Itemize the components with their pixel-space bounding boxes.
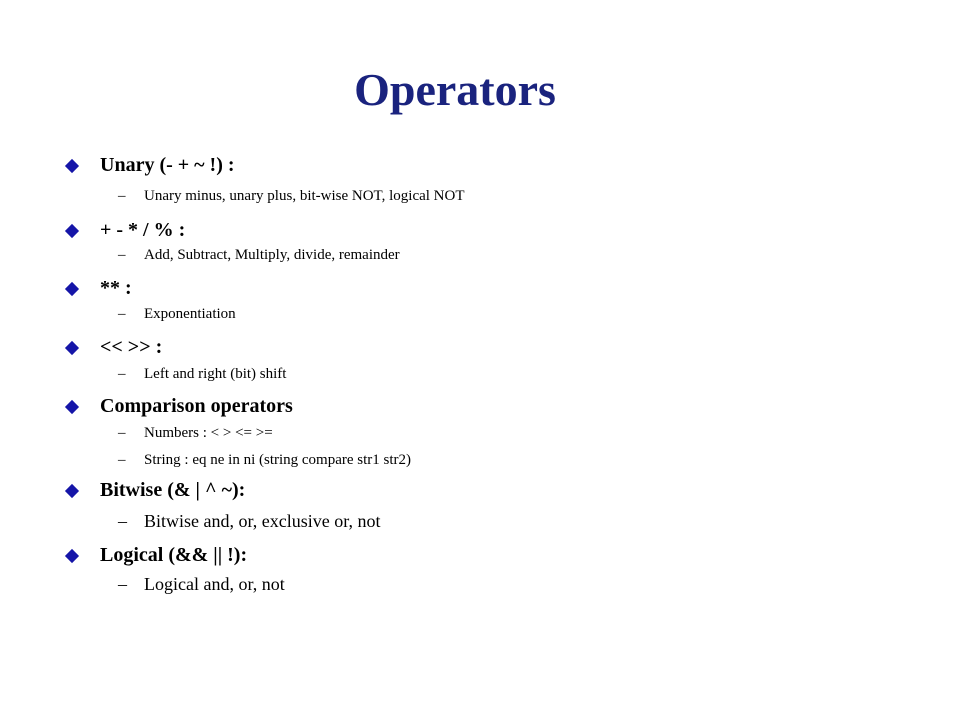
- bullet-item-comparison: [66, 395, 293, 418]
- sub-item-text: String : eq ne in ni (string compare str1 str2): [144, 452, 412, 468]
- bullet-item-shift: [66, 336, 162, 359]
- dash-icon: –: [118, 366, 126, 382]
- sub-item: [118, 306, 236, 323]
- diamond-bullet-icon: [66, 160, 78, 172]
- sub-item: [118, 188, 465, 205]
- sub-item-text: Exponentiation: [144, 306, 236, 322]
- sub-item-text: Left and right (bit) shift: [144, 366, 287, 382]
- bullet-item-exponent: [66, 277, 132, 300]
- sub-item: [118, 511, 381, 532]
- sub-item-text: Unary minus, unary plus, bit-wise NOT, logical NOT: [144, 188, 465, 204]
- diamond-bullet-icon: [66, 283, 78, 295]
- diamond-bullet-icon: [66, 485, 78, 497]
- bullet-item-arithmetic: [66, 219, 185, 242]
- dash-icon: –: [118, 425, 126, 441]
- diamond-bullet-icon: [66, 401, 78, 413]
- diamond-bullet-icon: [66, 342, 78, 354]
- sub-item: [118, 247, 400, 264]
- sub-item: [118, 452, 411, 469]
- dash-icon: –: [118, 306, 126, 322]
- sub-item-text: Numbers : < > <= >=: [144, 425, 273, 441]
- diamond-bullet-icon: [66, 225, 78, 237]
- bullet-item-logical: [66, 544, 247, 567]
- bullet-text: + - * / % :: [100, 219, 186, 241]
- sub-item-text: Logical and, or, not: [144, 574, 285, 594]
- dash-icon: –: [118, 511, 127, 531]
- bullet-text: Comparison operators: [100, 395, 293, 417]
- dash-icon: –: [118, 188, 126, 204]
- sub-item-text: Add, Subtract, Multiply, divide, remainder: [144, 247, 400, 263]
- dash-icon: –: [118, 247, 126, 263]
- bullet-text: Unary (- + ~ !) :: [100, 154, 235, 176]
- dash-icon: –: [118, 452, 126, 468]
- sub-item: [118, 574, 285, 595]
- bullet-item-unary: [66, 154, 235, 177]
- sub-item-text: Bitwise and, or, exclusive or, not: [144, 511, 381, 531]
- sub-item: [118, 425, 273, 442]
- dash-icon: –: [118, 574, 127, 594]
- diamond-bullet-icon: [66, 550, 78, 562]
- bullet-text: << >> :: [100, 336, 163, 358]
- sub-item: [118, 366, 286, 383]
- bullet-text: ** :: [100, 277, 132, 299]
- bullet-text: Bitwise (& | ^ ~):: [100, 479, 246, 501]
- slide-title: Operators: [354, 64, 556, 115]
- bullet-text: Logical (&& || !):: [100, 544, 248, 566]
- bullet-item-bitwise: [66, 479, 245, 502]
